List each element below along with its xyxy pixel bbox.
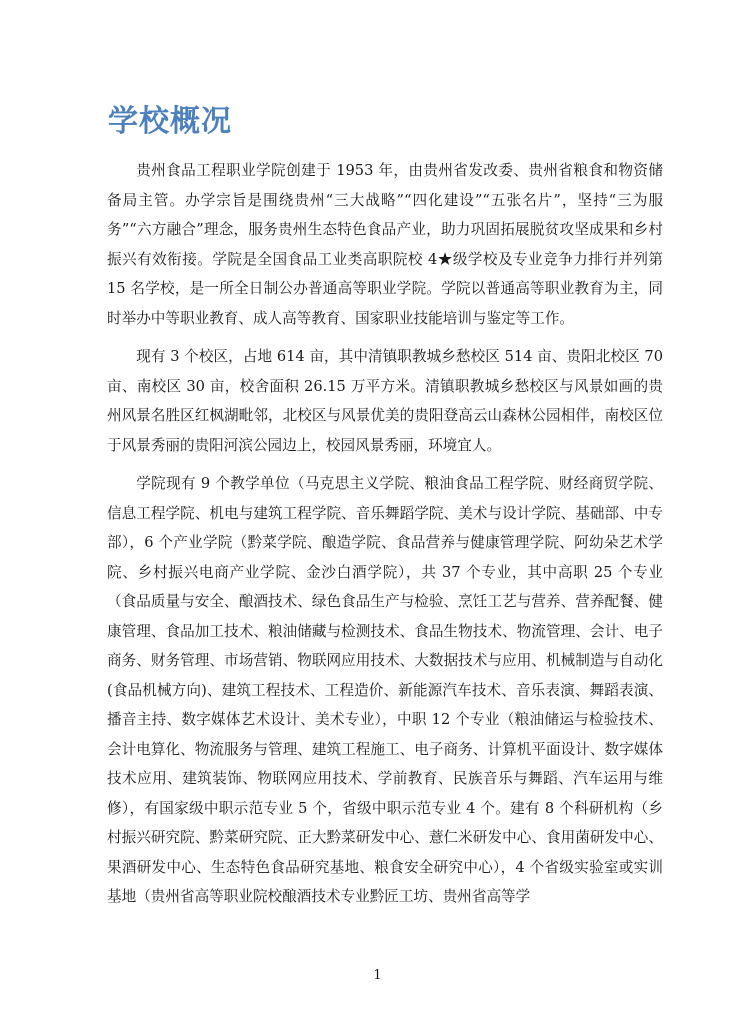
paragraph-departments: 学院现有 9 个教学单位（马克思主义学院、粮油食品工程学院、财经商贸学院、信息工程学院、机电与建筑工程学院、音乐舞蹈学院、美术与设计学院、基础部、中专部），6 个产业学院（黔菜学院、酿造学院、食品营养与健康管理学院、阿幼朵艺术学院、乡村振兴电商产业学院、金沙白酒学院），共 37 个专业，其中高职 25 个专业（食品质量与安全、酿酒技术、绿色食品生产与检验、烹饪工艺与营养、营养配餐、健康管理、食品加工技术、粮油储藏与检测技术、食品生物技术、物流管理、会计、电子商务、财务管理、市场营销、物联网应用技术、大数据技术与应用、机械制造与自动化(食品机械方向)、建筑工程技术、工程造价、新能源汽车技术、音乐表演、舞蹈表演、播音主持、数字媒体艺术设计、美术专业），中职 12 个专业（粮油储运与检验技术、会计电算化、物流服务与管理、建筑工程施工、电子商务、计算机平面设计、数字媒体技术应用、建筑装饰、物联网应用技术、学前教育、民族音乐与舞蹈、汽车运用与维修），有国家级中职示范专业 5 个，省级中职示范专业 4 个。建有 8 个科研机构（乡村振兴研究院、黔菜研究院、正大黔菜研发中心、薏仁米研发中心、食用菌研发中心、果酒研发中心、生态特色食品研究基地、粮食安全研究中心），4 个省级实验室或实训基地（贵州省高等职业院校酿酒技术专业黔匠工坊、贵州省高等学 [107,475,663,905]
page-title: 学校概况 [108,104,232,139]
page-number: 1 [373,968,382,983]
paragraph-history: 贵州食品工程职业学院创建于 1953 年，由贵州省发改委、贵州省粮食和物资储备局主管。办学宗旨是围绕贵州“三大战略”“四化建设”“五张名片”，坚持“三为服务”“六方融合”理念，服务贵州生态特色食品产业，助力巩固拓展脱贫攻坚成果和乡村振兴有效衔接。学院是全国食品工业类高职院校 4★级学校及专业竞争力排行并列第 15 名学校，是一所全日制公办普通高等职业学院。学院以普通高等职业教育为主，同时举办中等职业教育、成人高等教育、国家职业技能培训与鉴定等工作。 [107,162,663,327]
document-body [107,156,663,921]
paragraph-campuses: 现有 3 个校区，占地 614 亩，其中清镇职教城乡愁校区 514 亩、贵阳北校区 70 亩、南校区 30 亩，校舍面积 26.15 万平方米。清镇职教城乡愁校区与风景如画的贵州风景名胜区红枫湖毗邻，北校区与风景优美的贵阳登高云山森林公园相伴，南校区位于风景秀丽的贵阳河滨公园边上，校园风景秀丽，环境宜人。 [107,348,663,454]
